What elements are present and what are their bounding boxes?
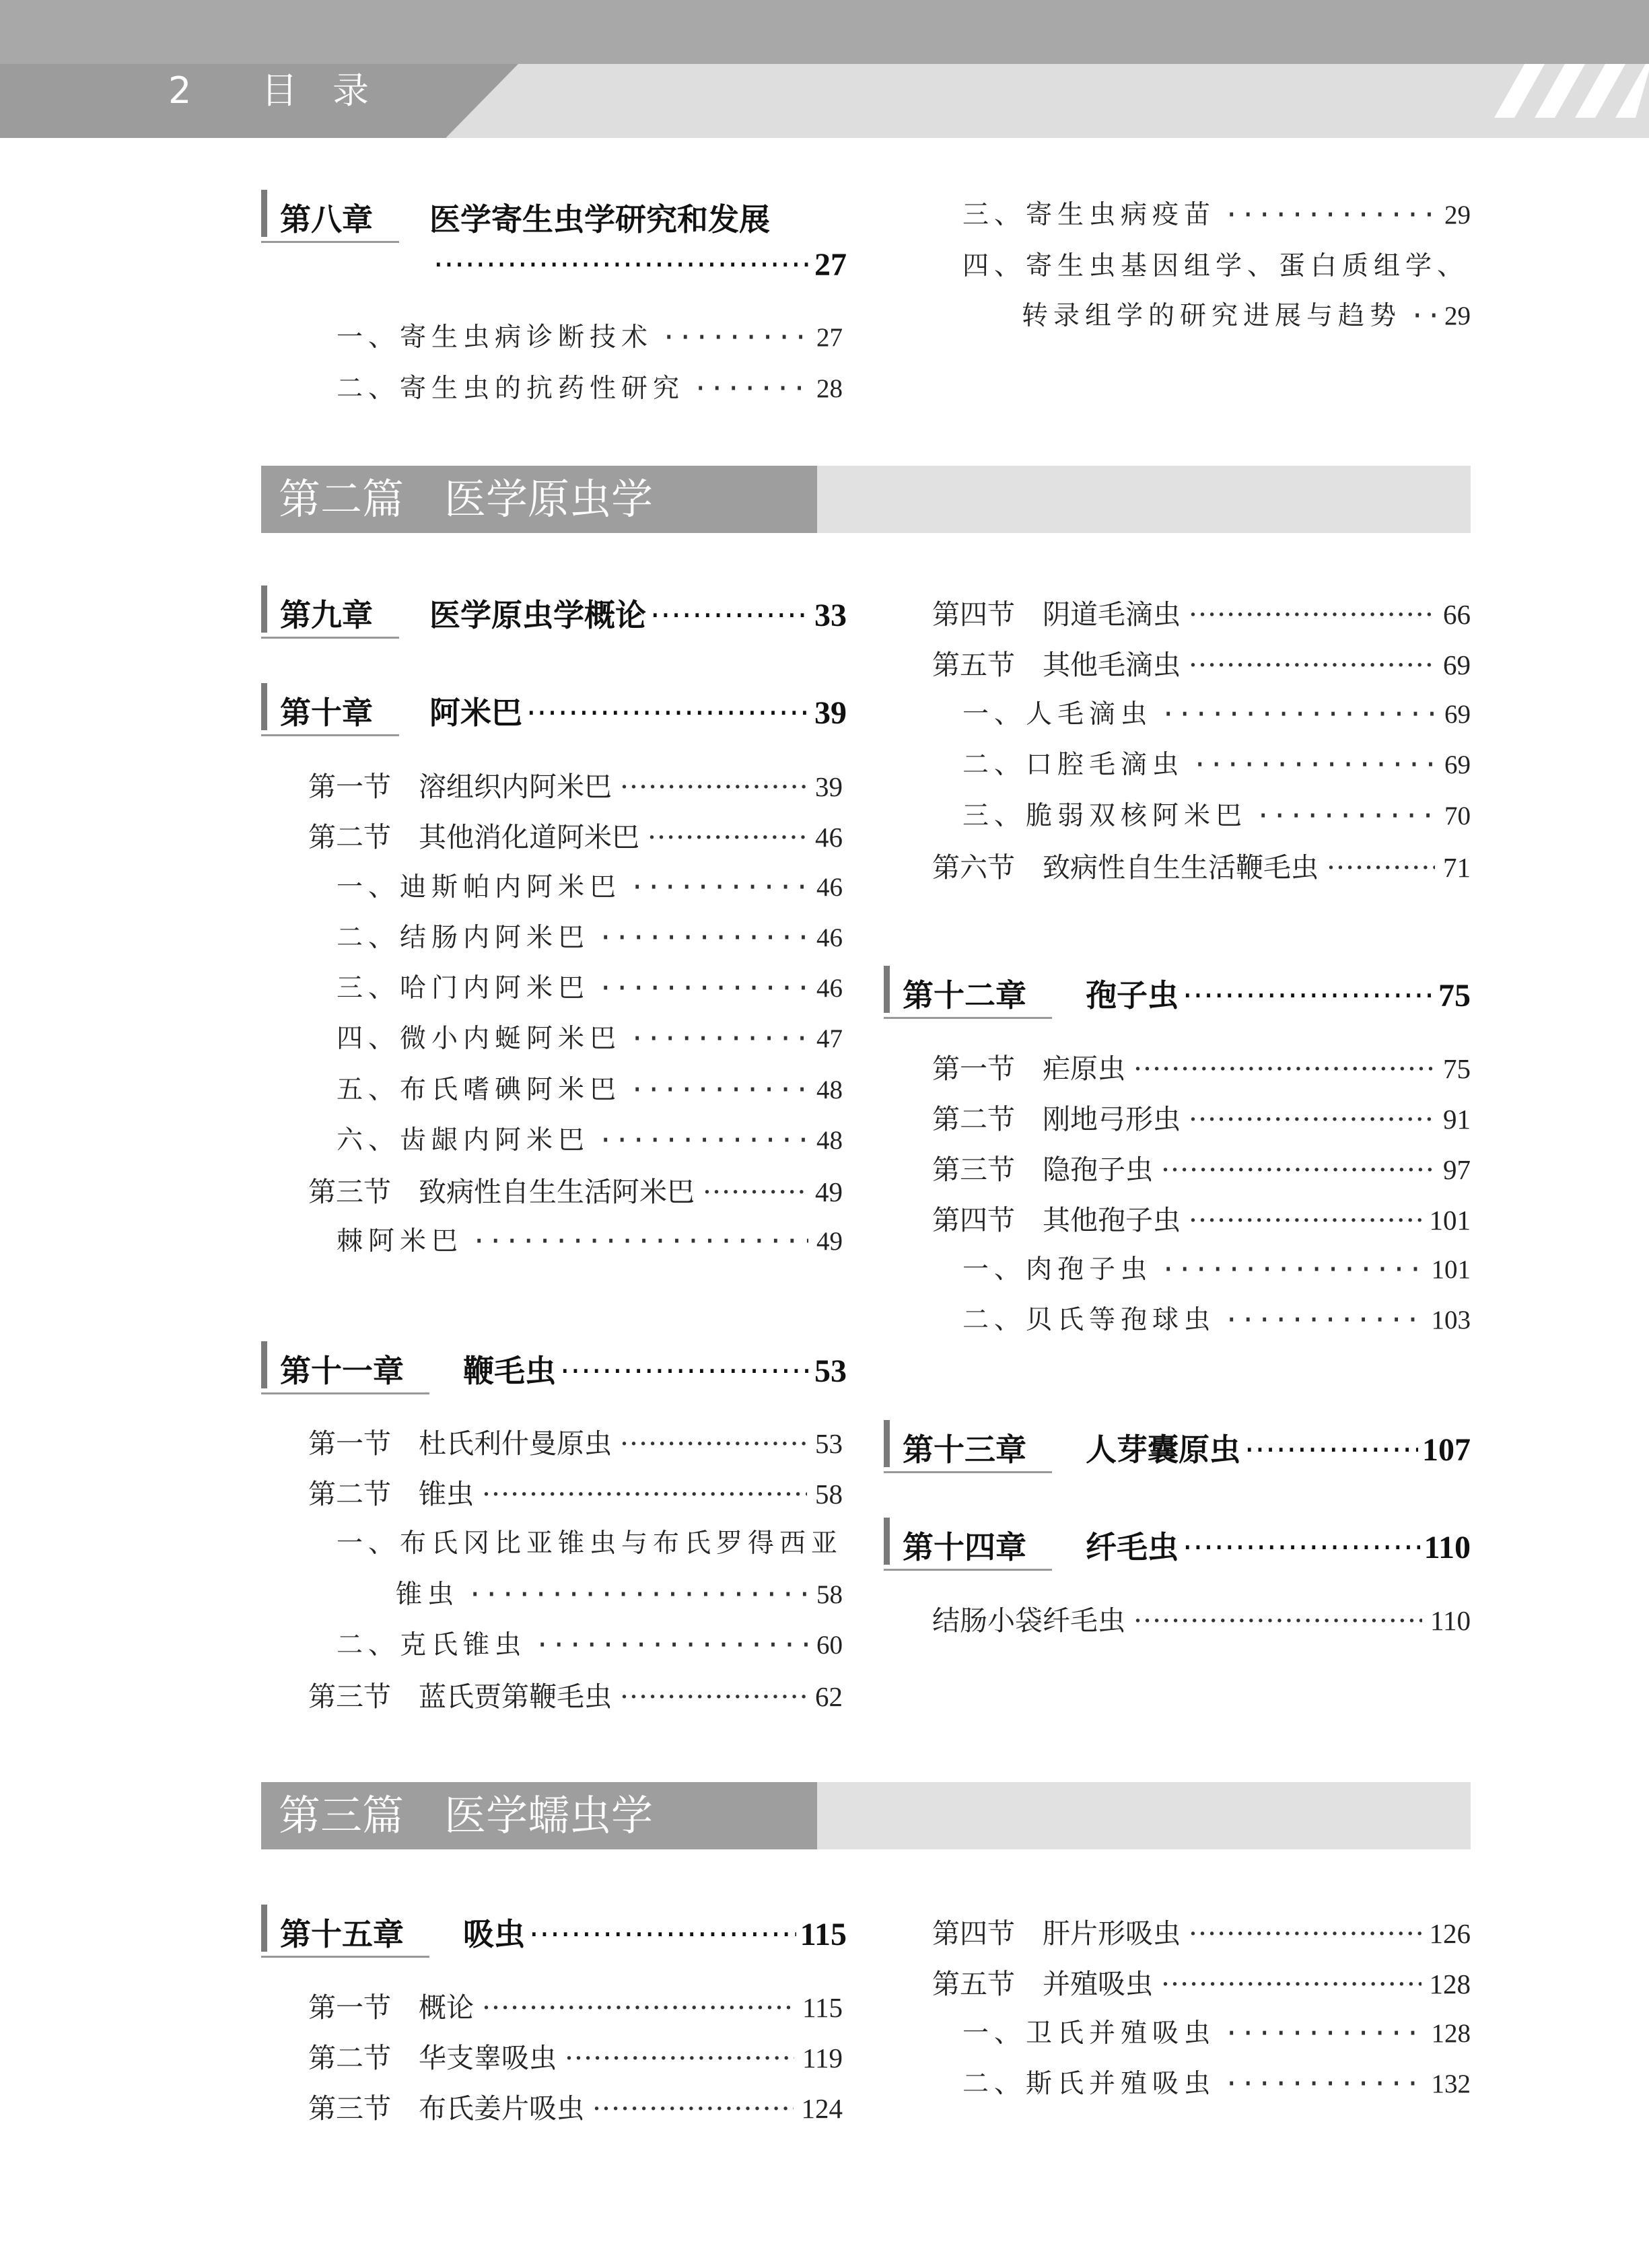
entry-label: 第六节 致病性自生生活鞭毛虫: [932, 851, 1319, 884]
toc-entry-line1[interactable]: [337, 1522, 843, 1560]
chapter-number: 第十三章: [903, 1431, 1026, 1468]
toc-entry[interactable]: [337, 866, 843, 904]
dot-leader: [647, 821, 807, 853]
header-light-band: [431, 64, 1649, 138]
dot-leader: [598, 923, 808, 953]
entry-label: 第一节 杜氏利什曼原虫: [308, 1427, 612, 1460]
toc-entry[interactable]: [308, 2036, 843, 2076]
dot-leader: [1161, 1154, 1435, 1186]
dot-leader: [629, 1024, 808, 1054]
toc-entry[interactable]: [308, 815, 843, 855]
entry-label: 五、布氏嗜碘阿米巴: [337, 1075, 622, 1105]
chapter-14-heading[interactable]: [884, 1518, 1471, 1565]
dot-leader: [1224, 2018, 1423, 2049]
toc-entry[interactable]: [932, 1147, 1471, 1187]
toc-entry[interactable]: [962, 1248, 1471, 1286]
chapter-bar: [261, 586, 267, 633]
toc-entry[interactable]: [962, 795, 1471, 832]
entry-page: 46: [816, 873, 843, 902]
entry-page: 101: [1431, 1255, 1471, 1284]
entry-label: 二、克氏锥虫: [337, 1630, 527, 1660]
toc-entry[interactable]: [308, 2086, 843, 2126]
toc-entry[interactable]: [337, 367, 843, 405]
chapter-page: 39: [814, 695, 847, 731]
entry-page: 58: [816, 1580, 843, 1609]
chapter-underline: [261, 241, 399, 243]
toc-entry[interactable]: [932, 1962, 1471, 2001]
dot-leader: [534, 1630, 808, 1660]
toc-entry[interactable]: [337, 967, 843, 1005]
chapter-title: 阿米巴: [429, 695, 522, 731]
entry-label: 第二节 锥虫: [308, 1478, 474, 1510]
entry-label: 第四节 阴道毛滴虫: [932, 598, 1181, 631]
dot-leader: [1133, 1604, 1422, 1637]
chapter-page: 107: [1422, 1432, 1471, 1468]
chapter-underline: [261, 734, 399, 736]
entry-page: 70: [1444, 802, 1471, 830]
chapter-title: 医学原虫学概论: [429, 597, 646, 633]
dot-leader: [693, 374, 808, 404]
dot-leader: [1224, 2069, 1423, 2099]
entry-page: 119: [802, 2043, 843, 2074]
entry-label: 转录组学的研究进展与趋势: [1022, 301, 1402, 331]
chapter-underline: [884, 1569, 1052, 1571]
chapter-number: 第八章: [280, 201, 373, 238]
entry-label: 第三节 布氏姜片吸虫: [308, 2092, 584, 2125]
chapter-number: 第十五章: [280, 1916, 404, 1952]
entry-page: 124: [801, 2093, 843, 2124]
part-label: 第二篇 医学原虫学: [279, 474, 654, 524]
entry-page: 27: [816, 323, 843, 352]
chapter-number: 第十四章: [903, 1529, 1026, 1565]
entry-page: 47: [816, 1024, 843, 1053]
entry-page: 39: [815, 771, 843, 802]
page-number: 2: [168, 69, 192, 112]
dot-leader: [1183, 977, 1434, 1014]
chapter-9-heading[interactable]: [261, 586, 847, 633]
entry-page: 62: [815, 1681, 843, 1712]
dot-leader: [433, 246, 810, 283]
entry-label: 二、口腔毛滴虫: [962, 750, 1185, 780]
toc-entry[interactable]: [932, 1598, 1471, 1638]
dot-leader: [1189, 598, 1435, 631]
dot-leader: [703, 1176, 807, 1208]
entry-label: 锥虫: [396, 1580, 460, 1610]
entry-label: 第五节 并殖吸虫: [932, 1968, 1153, 2000]
dot-leader: [482, 1991, 794, 2024]
entry-page: 29: [1444, 201, 1471, 229]
chapter-underline: [261, 1392, 429, 1394]
chapter-page: 33: [814, 598, 847, 633]
chapter-title: 孢子虫: [1086, 977, 1179, 1014]
chapter-bar: [884, 1518, 890, 1565]
toc-entry[interactable]: [337, 1018, 843, 1055]
toc-entry[interactable]: [932, 592, 1471, 632]
chapter-page: 115: [800, 1917, 847, 1952]
entry-label: 第一节 疟原虫: [932, 1053, 1125, 1085]
entry-label: 结肠小袋纤毛虫: [932, 1604, 1125, 1637]
dot-leader: [1189, 649, 1435, 681]
chapter-page: 75: [1438, 978, 1471, 1014]
dot-leader: [598, 973, 808, 1003]
entry-label: 第三节 隐孢子虫: [932, 1154, 1153, 1186]
toc-entry[interactable]: [308, 1472, 843, 1512]
chapter-number: 第十二章: [903, 977, 1026, 1014]
entry-label: 一、迪斯帕内阿米巴: [337, 872, 622, 902]
entry-label: 第一节 溶组织内阿米巴: [308, 771, 612, 803]
header-dark-band: [0, 64, 518, 138]
chapter-bar: [884, 966, 890, 1013]
toc-entry[interactable]: [308, 765, 843, 804]
entry-page: 91: [1443, 1104, 1471, 1135]
toc-entry[interactable]: [932, 643, 1471, 682]
toc-entry[interactable]: [962, 2063, 1471, 2100]
entry-label: 四、微小内蜒阿米巴: [337, 1024, 622, 1054]
dot-leader: [1255, 801, 1436, 831]
chapter-bar: [261, 1905, 267, 1952]
dot-leader: [565, 2042, 794, 2074]
entry-label: 二、贝氏等孢球虫: [962, 1305, 1216, 1335]
toc-entry[interactable]: [932, 1911, 1471, 1951]
entry-page: 49: [815, 1176, 843, 1207]
entry-page: 49: [816, 1227, 843, 1256]
toc-entry[interactable]: [337, 917, 843, 954]
dot-leader: [1192, 750, 1436, 780]
toc-entry[interactable]: [962, 1299, 1471, 1337]
entry-label: 三、哈门内阿米巴: [337, 973, 590, 1003]
entry-label: 第四节 肝片形吸虫: [932, 1917, 1181, 1950]
entry-page: 58: [815, 1479, 843, 1510]
entry-label: 一、寄生虫病诊断技术: [337, 322, 654, 353]
entry-label: 一、肉孢子虫: [962, 1254, 1153, 1285]
chapter-underline: [884, 1017, 1052, 1019]
dot-leader: [620, 1680, 807, 1713]
entry-page: 97: [1443, 1154, 1471, 1185]
chapter-bar: [261, 190, 267, 237]
toc-entry[interactable]: [337, 1624, 843, 1662]
dot-leader: [526, 695, 810, 731]
dot-leader: [592, 2092, 794, 2125]
entry-page: 66: [1443, 599, 1471, 630]
chapter-11-heading[interactable]: [261, 1341, 847, 1388]
entry-page: 53: [815, 1428, 843, 1459]
toc-entry[interactable]: [396, 1573, 843, 1611]
entry-page: 48: [816, 1126, 843, 1155]
header-band: [0, 0, 1649, 64]
dot-leader: [467, 1580, 808, 1610]
entry-label: 二、斯氏并殖吸虫: [962, 2069, 1216, 2099]
dot-leader: [1327, 851, 1435, 884]
dot-leader: [1133, 1053, 1435, 1085]
entry-page: 46: [815, 822, 843, 853]
dot-leader: [620, 771, 807, 803]
toc-entry[interactable]: [337, 1069, 843, 1106]
chapter-title: 吸虫: [463, 1916, 525, 1952]
entry-page: 69: [1444, 700, 1471, 729]
dot-leader: [529, 1916, 796, 1952]
entry-page: 128: [1431, 2019, 1471, 2048]
chapter-title: 纤毛虫: [1086, 1529, 1179, 1565]
entry-label: 棘阿米巴: [337, 1226, 464, 1256]
toc-entry[interactable]: [962, 693, 1471, 731]
chapter-8-page-line: [429, 241, 847, 288]
entry-page: 28: [816, 374, 843, 403]
dot-leader: [471, 1226, 808, 1256]
entry-page: 46: [816, 923, 843, 952]
entry-page: 103: [1431, 1306, 1471, 1335]
chapter-title: 人芽囊原虫: [1086, 1431, 1240, 1468]
entry-label: 六、齿龈内阿米巴: [337, 1125, 590, 1156]
dot-leader: [1183, 1529, 1420, 1565]
entry-label: 第三节 致病性自生生活阿米巴: [308, 1176, 695, 1208]
entry-label: 二、寄生虫的抗药性研究: [337, 374, 685, 404]
chapter-number: 第十一章: [280, 1353, 404, 1389]
chapter-underline: [261, 1956, 429, 1958]
chapter-title: 医学寄生虫学研究和发展: [429, 201, 770, 238]
dot-leader: [650, 597, 810, 633]
entry-label: 第五节 其他毛滴虫: [932, 649, 1181, 681]
entry-page: 126: [1429, 1918, 1471, 1949]
toc-entry[interactable]: [337, 316, 843, 354]
dot-leader: [629, 1075, 808, 1105]
part-3-banner: [261, 1782, 1471, 1849]
page-title: 目录: [261, 69, 404, 112]
part-label: 第三篇 医学蠕虫学: [279, 1791, 654, 1840]
entry-page: 60: [816, 1631, 843, 1660]
chapter-12-heading[interactable]: [884, 966, 1471, 1013]
dot-leader: [629, 872, 808, 902]
dot-leader: [1244, 1431, 1418, 1468]
dot-leader: [598, 1125, 808, 1156]
dot-leader: [1189, 1917, 1422, 1950]
toc-entry[interactable]: [932, 845, 1471, 885]
toc-entry[interactable]: [932, 1198, 1471, 1238]
entry-page: 48: [816, 1075, 843, 1104]
toc-entry[interactable]: [962, 744, 1471, 781]
chapter-bar: [884, 1420, 890, 1467]
entry-page: 29: [1444, 302, 1471, 330]
entry-page: 132: [1431, 2069, 1471, 2098]
entry-page: 69: [1444, 750, 1471, 779]
entry-page: 71: [1443, 852, 1471, 883]
toc-entry-line1[interactable]: [962, 245, 1471, 283]
dot-leader: [661, 322, 808, 353]
chapter-number: 第十章: [280, 695, 373, 731]
entry-label: 第一节 概论: [308, 1991, 474, 2024]
chapter-15-heading[interactable]: [261, 1905, 847, 1952]
entry-label: 第三节 蓝氏贾第鞭毛虫: [308, 1680, 612, 1713]
dot-leader: [1189, 1103, 1435, 1135]
toc-entry[interactable]: [308, 1170, 843, 1209]
chapter-page: 27: [814, 247, 847, 283]
dot-leader: [1161, 1968, 1422, 2000]
toc-entry[interactable]: [308, 1674, 843, 1714]
chapter-page: 53: [814, 1353, 847, 1389]
chapter-bar: [261, 683, 267, 730]
toc-entry[interactable]: [932, 1097, 1471, 1137]
chapter-underline: [261, 637, 399, 639]
toc-entry[interactable]: [1022, 295, 1471, 332]
dot-leader: [620, 1427, 807, 1460]
entry-label: 二、结肠内阿米巴: [337, 923, 590, 953]
entry-page: 128: [1429, 1969, 1471, 1999]
chapter-title: 鞭毛虫: [463, 1353, 556, 1389]
chapter-10-heading[interactable]: [261, 683, 847, 730]
dot-leader: [1409, 301, 1436, 331]
chapter-underline: [884, 1471, 1052, 1473]
entry-label: 第二节 华支睾吸虫: [308, 2042, 557, 2074]
dot-leader: [1189, 1204, 1422, 1236]
entry-label: 第四节 其他孢子虫: [932, 1204, 1181, 1236]
toc-entry[interactable]: [308, 1985, 843, 2025]
entry-label: 四、寄生虫基因组学、蛋白质组学、: [962, 251, 1469, 281]
entry-label: 三、寄生虫病疫苗: [962, 200, 1216, 230]
dot-leader: [482, 1478, 807, 1510]
entry-label: 三、脆弱双核阿米巴: [962, 801, 1248, 831]
header-stripes-decoration: [1467, 64, 1649, 118]
dot-leader: [560, 1353, 810, 1389]
toc-entry[interactable]: [308, 1421, 843, 1461]
toc-entry[interactable]: [337, 1119, 843, 1157]
toc-entry[interactable]: [337, 1220, 843, 1258]
entry-page: 115: [802, 1992, 843, 2023]
chapter-8-heading[interactable]: [261, 190, 847, 237]
dot-leader: [1224, 1305, 1423, 1335]
toc-entry[interactable]: [932, 1047, 1471, 1086]
part-2-banner: [261, 466, 1471, 533]
dot-leader: [1160, 1254, 1423, 1285]
chapter-13-heading[interactable]: [884, 1420, 1471, 1467]
entry-page: 46: [816, 974, 843, 1003]
chapter-page: 110: [1424, 1530, 1471, 1565]
toc-entry[interactable]: [962, 2012, 1471, 2050]
dot-leader: [1224, 200, 1436, 230]
entry-label: 一、布氏冈比亚锥虫与布氏罗得西亚: [337, 1528, 843, 1559]
entry-label: 第二节 其他消化道阿米巴: [308, 821, 639, 853]
entry-label: 一、人毛滴虫: [962, 699, 1153, 730]
entry-page: 101: [1429, 1205, 1471, 1236]
toc-entry[interactable]: [962, 194, 1471, 232]
entry-label: 一、卫氏并殖吸虫: [962, 2018, 1216, 2049]
chapter-number: 第九章: [280, 597, 373, 633]
entry-page: 69: [1443, 649, 1471, 680]
chapter-bar: [261, 1341, 267, 1388]
entry-page: 75: [1443, 1053, 1471, 1084]
dot-leader: [1160, 699, 1436, 730]
entry-label: 第二节 刚地弓形虫: [932, 1103, 1181, 1135]
entry-page: 110: [1430, 1605, 1471, 1636]
